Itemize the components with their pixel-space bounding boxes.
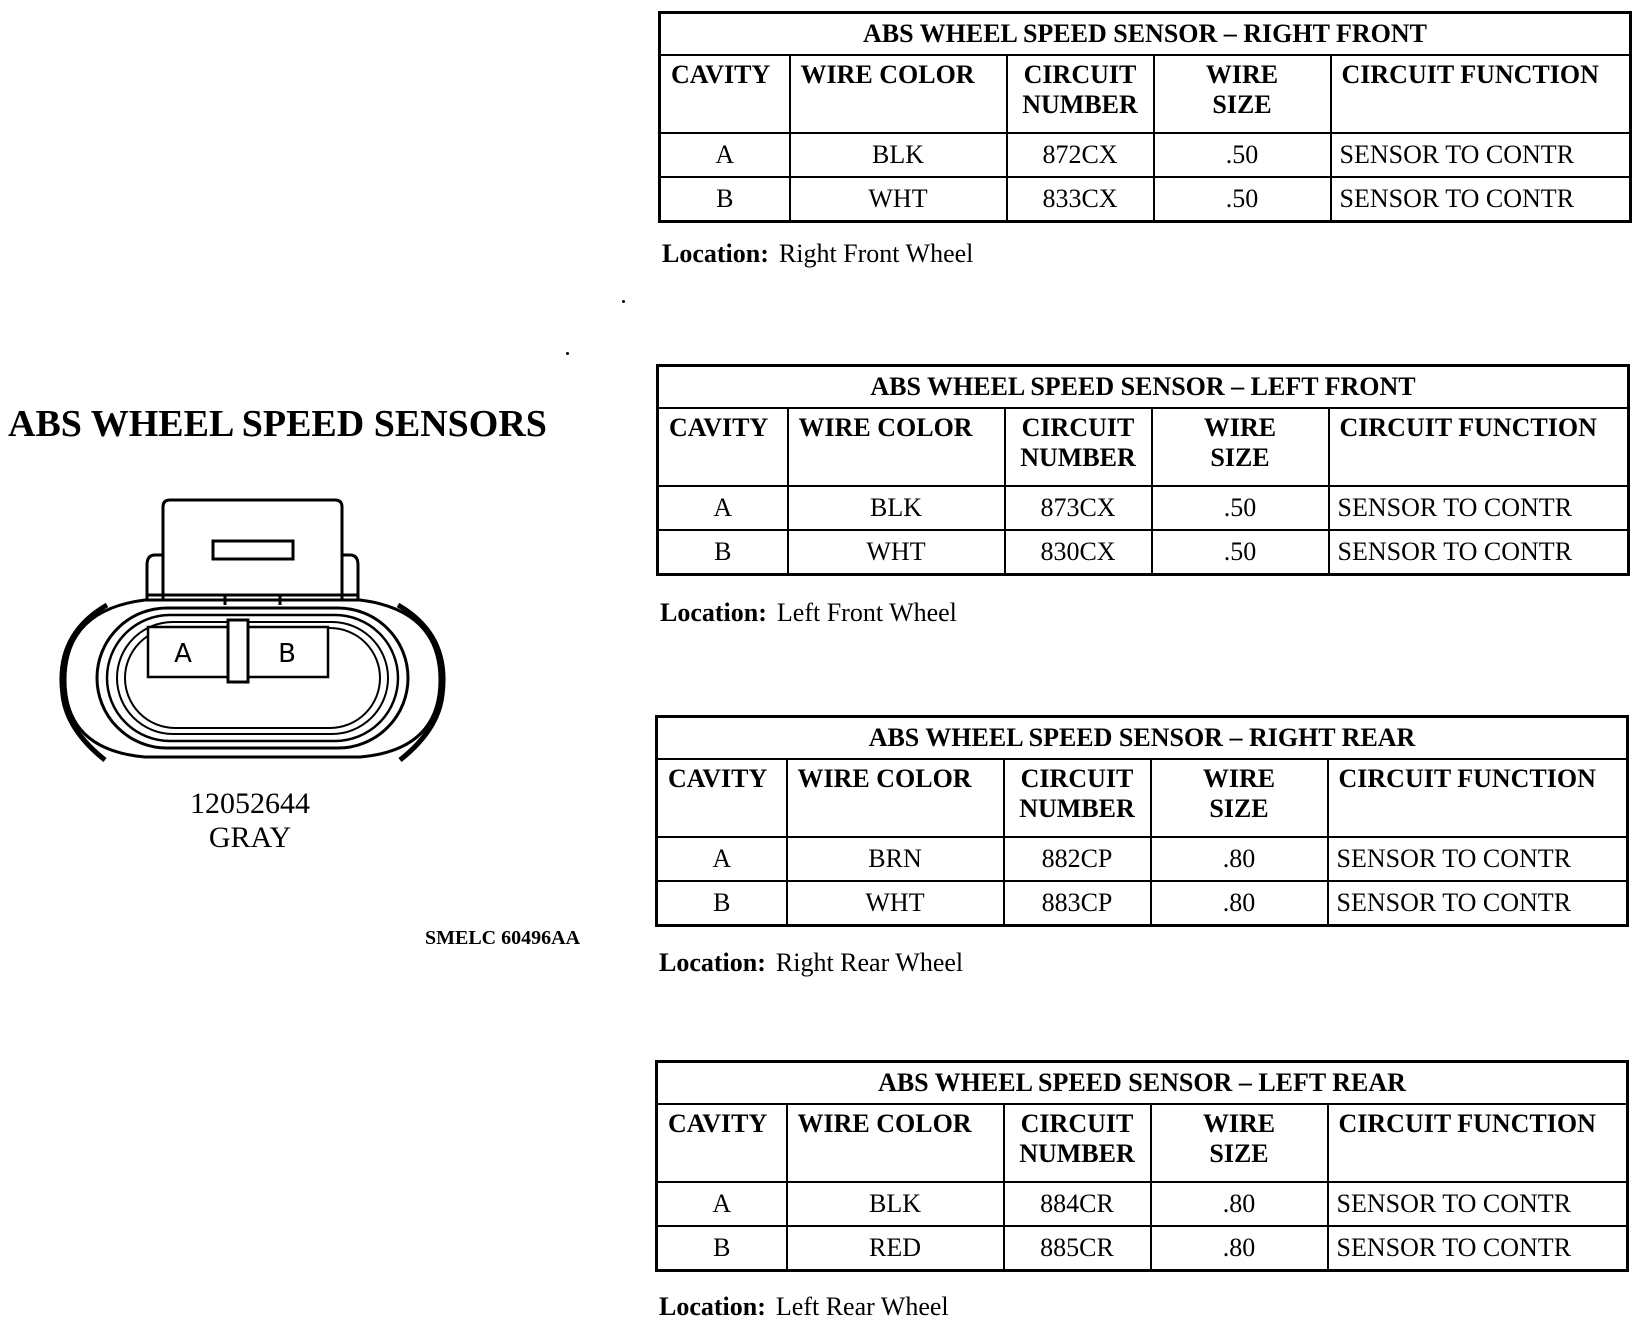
col-circuit-number: CIRCUIT NUMBER <box>1007 55 1154 133</box>
col-cavity: CAVITY <box>657 759 787 837</box>
connector-color: GRAY <box>208 821 292 854</box>
cell-circuit-number: 885CR <box>1004 1226 1151 1271</box>
location-value: Right Front Wheel <box>778 239 974 268</box>
cell-wire-size: .50 <box>1152 530 1329 575</box>
speck <box>622 300 625 303</box>
table-row <box>657 881 1628 926</box>
col-circuit-function: CIRCUIT FUNCTION <box>1329 408 1629 486</box>
cell-cavity: A <box>658 486 788 530</box>
connector-part-number: 12052644 <box>190 787 310 820</box>
cell-circuit-function: SENSOR TO CONTR <box>1328 881 1628 926</box>
col-circuit-number: CIRCUIT NUMBER <box>1004 759 1151 837</box>
col-wire-size: WIRE SIZE <box>1151 1104 1328 1182</box>
location-label: Location: <box>659 1292 766 1321</box>
page-title: ABS WHEEL SPEED SENSORS <box>8 403 547 445</box>
cell-circuit-number: 883CP <box>1004 881 1151 926</box>
table-title: ABS WHEEL SPEED SENSOR – RIGHT REAR <box>657 717 1628 760</box>
table-title: ABS WHEEL SPEED SENSOR – LEFT FRONT <box>658 366 1629 409</box>
cell-cavity: B <box>657 881 787 926</box>
pin-b-label: B <box>278 639 296 669</box>
col-circuit-number: CIRCUIT NUMBER <box>1004 1104 1151 1182</box>
cell-cavity: B <box>657 1226 787 1271</box>
col-cavity: CAVITY <box>658 408 788 486</box>
cell-circuit-number: 884CR <box>1004 1182 1151 1226</box>
cell-circuit-function: SENSOR TO CONTR <box>1331 177 1631 222</box>
col-wire-color: WIRE COLOR <box>787 1104 1004 1182</box>
col-wire-color: WIRE COLOR <box>788 408 1005 486</box>
cell-circuit-function: SENSOR TO CONTR <box>1329 486 1629 530</box>
table-row <box>660 133 1631 177</box>
location-value: Left Rear Wheel <box>775 1292 949 1321</box>
location-value: Right Rear Wheel <box>775 948 964 977</box>
col-wire-size: WIRE SIZE <box>1154 55 1331 133</box>
cell-circuit-function: SENSOR TO CONTR <box>1331 133 1631 177</box>
cell-cavity: B <box>658 530 788 575</box>
cell-wire-color: WHT <box>790 177 1007 222</box>
cell-cavity: A <box>657 1182 787 1226</box>
table-title: ABS WHEEL SPEED SENSOR – LEFT REAR <box>657 1062 1628 1105</box>
col-circuit-function: CIRCUIT FUNCTION <box>1331 55 1631 133</box>
location-label: Location: <box>660 598 767 627</box>
col-wire-size: WIRE SIZE <box>1152 408 1329 486</box>
cell-circuit-number: 882CP <box>1004 837 1151 881</box>
location-value: Left Front Wheel <box>776 598 957 627</box>
sensor-table-left-front <box>656 364 1630 576</box>
table-row <box>658 530 1629 575</box>
cell-circuit-number: 873CX <box>1005 486 1152 530</box>
cell-cavity: A <box>660 133 790 177</box>
cell-wire-size: .80 <box>1151 1226 1328 1271</box>
col-circuit-function: CIRCUIT FUNCTION <box>1328 1104 1628 1182</box>
table-title: ABS WHEEL SPEED SENSOR – RIGHT FRONT <box>660 13 1631 56</box>
cell-wire-color: BLK <box>787 1182 1004 1226</box>
cell-wire-color: BLK <box>788 486 1005 530</box>
table-row <box>660 177 1631 222</box>
col-circuit-number: CIRCUIT NUMBER <box>1005 408 1152 486</box>
cell-wire-size: .50 <box>1154 177 1331 222</box>
cell-wire-color: BRN <box>787 837 1004 881</box>
cell-wire-color: RED <box>787 1226 1004 1271</box>
col-cavity: CAVITY <box>657 1104 787 1182</box>
cell-circuit-function: SENSOR TO CONTR <box>1329 530 1629 575</box>
cell-cavity: B <box>660 177 790 222</box>
cell-wire-size: .80 <box>1151 1182 1328 1226</box>
location-label: Location: <box>659 948 766 977</box>
table-row <box>657 837 1628 881</box>
cell-wire-size: .80 <box>1151 837 1328 881</box>
pin-a-label: A <box>174 639 192 669</box>
cell-wire-size: .50 <box>1154 133 1331 177</box>
connector-part-info <box>150 787 350 855</box>
location-left-rear <box>659 1292 949 1322</box>
cell-wire-color: BLK <box>790 133 1007 177</box>
location-right-front <box>662 239 973 269</box>
col-circuit-function: CIRCUIT FUNCTION <box>1328 759 1628 837</box>
cell-wire-size: .80 <box>1151 881 1328 926</box>
cell-circuit-number: 872CX <box>1007 133 1154 177</box>
table-row <box>658 486 1629 530</box>
cell-wire-color: WHT <box>787 881 1004 926</box>
cell-circuit-function: SENSOR TO CONTR <box>1328 1182 1628 1226</box>
cell-circuit-function: SENSOR TO CONTR <box>1328 1226 1628 1271</box>
cell-wire-size: .50 <box>1152 486 1329 530</box>
cell-circuit-function: SENSOR TO CONTR <box>1328 837 1628 881</box>
cell-cavity: A <box>657 837 787 881</box>
sensor-table-right-rear <box>655 715 1629 927</box>
col-wire-color: WIRE COLOR <box>790 55 1007 133</box>
speck <box>566 352 569 355</box>
location-label: Location: <box>662 239 769 268</box>
cell-circuit-number: 833CX <box>1007 177 1154 222</box>
sensor-table-left-rear <box>655 1060 1629 1272</box>
table-row <box>657 1226 1628 1271</box>
location-left-front <box>660 598 957 628</box>
col-wire-size: WIRE SIZE <box>1151 759 1328 837</box>
location-right-rear <box>659 948 963 978</box>
cell-wire-color: WHT <box>788 530 1005 575</box>
cell-circuit-number: 830CX <box>1005 530 1152 575</box>
connector-diagram <box>55 495 450 775</box>
col-cavity: CAVITY <box>660 55 790 133</box>
table-row <box>657 1182 1628 1226</box>
col-wire-color: WIRE COLOR <box>787 759 1004 837</box>
figure-code: SMELC 60496AA <box>425 927 581 949</box>
sensor-table-right-front <box>658 11 1632 223</box>
